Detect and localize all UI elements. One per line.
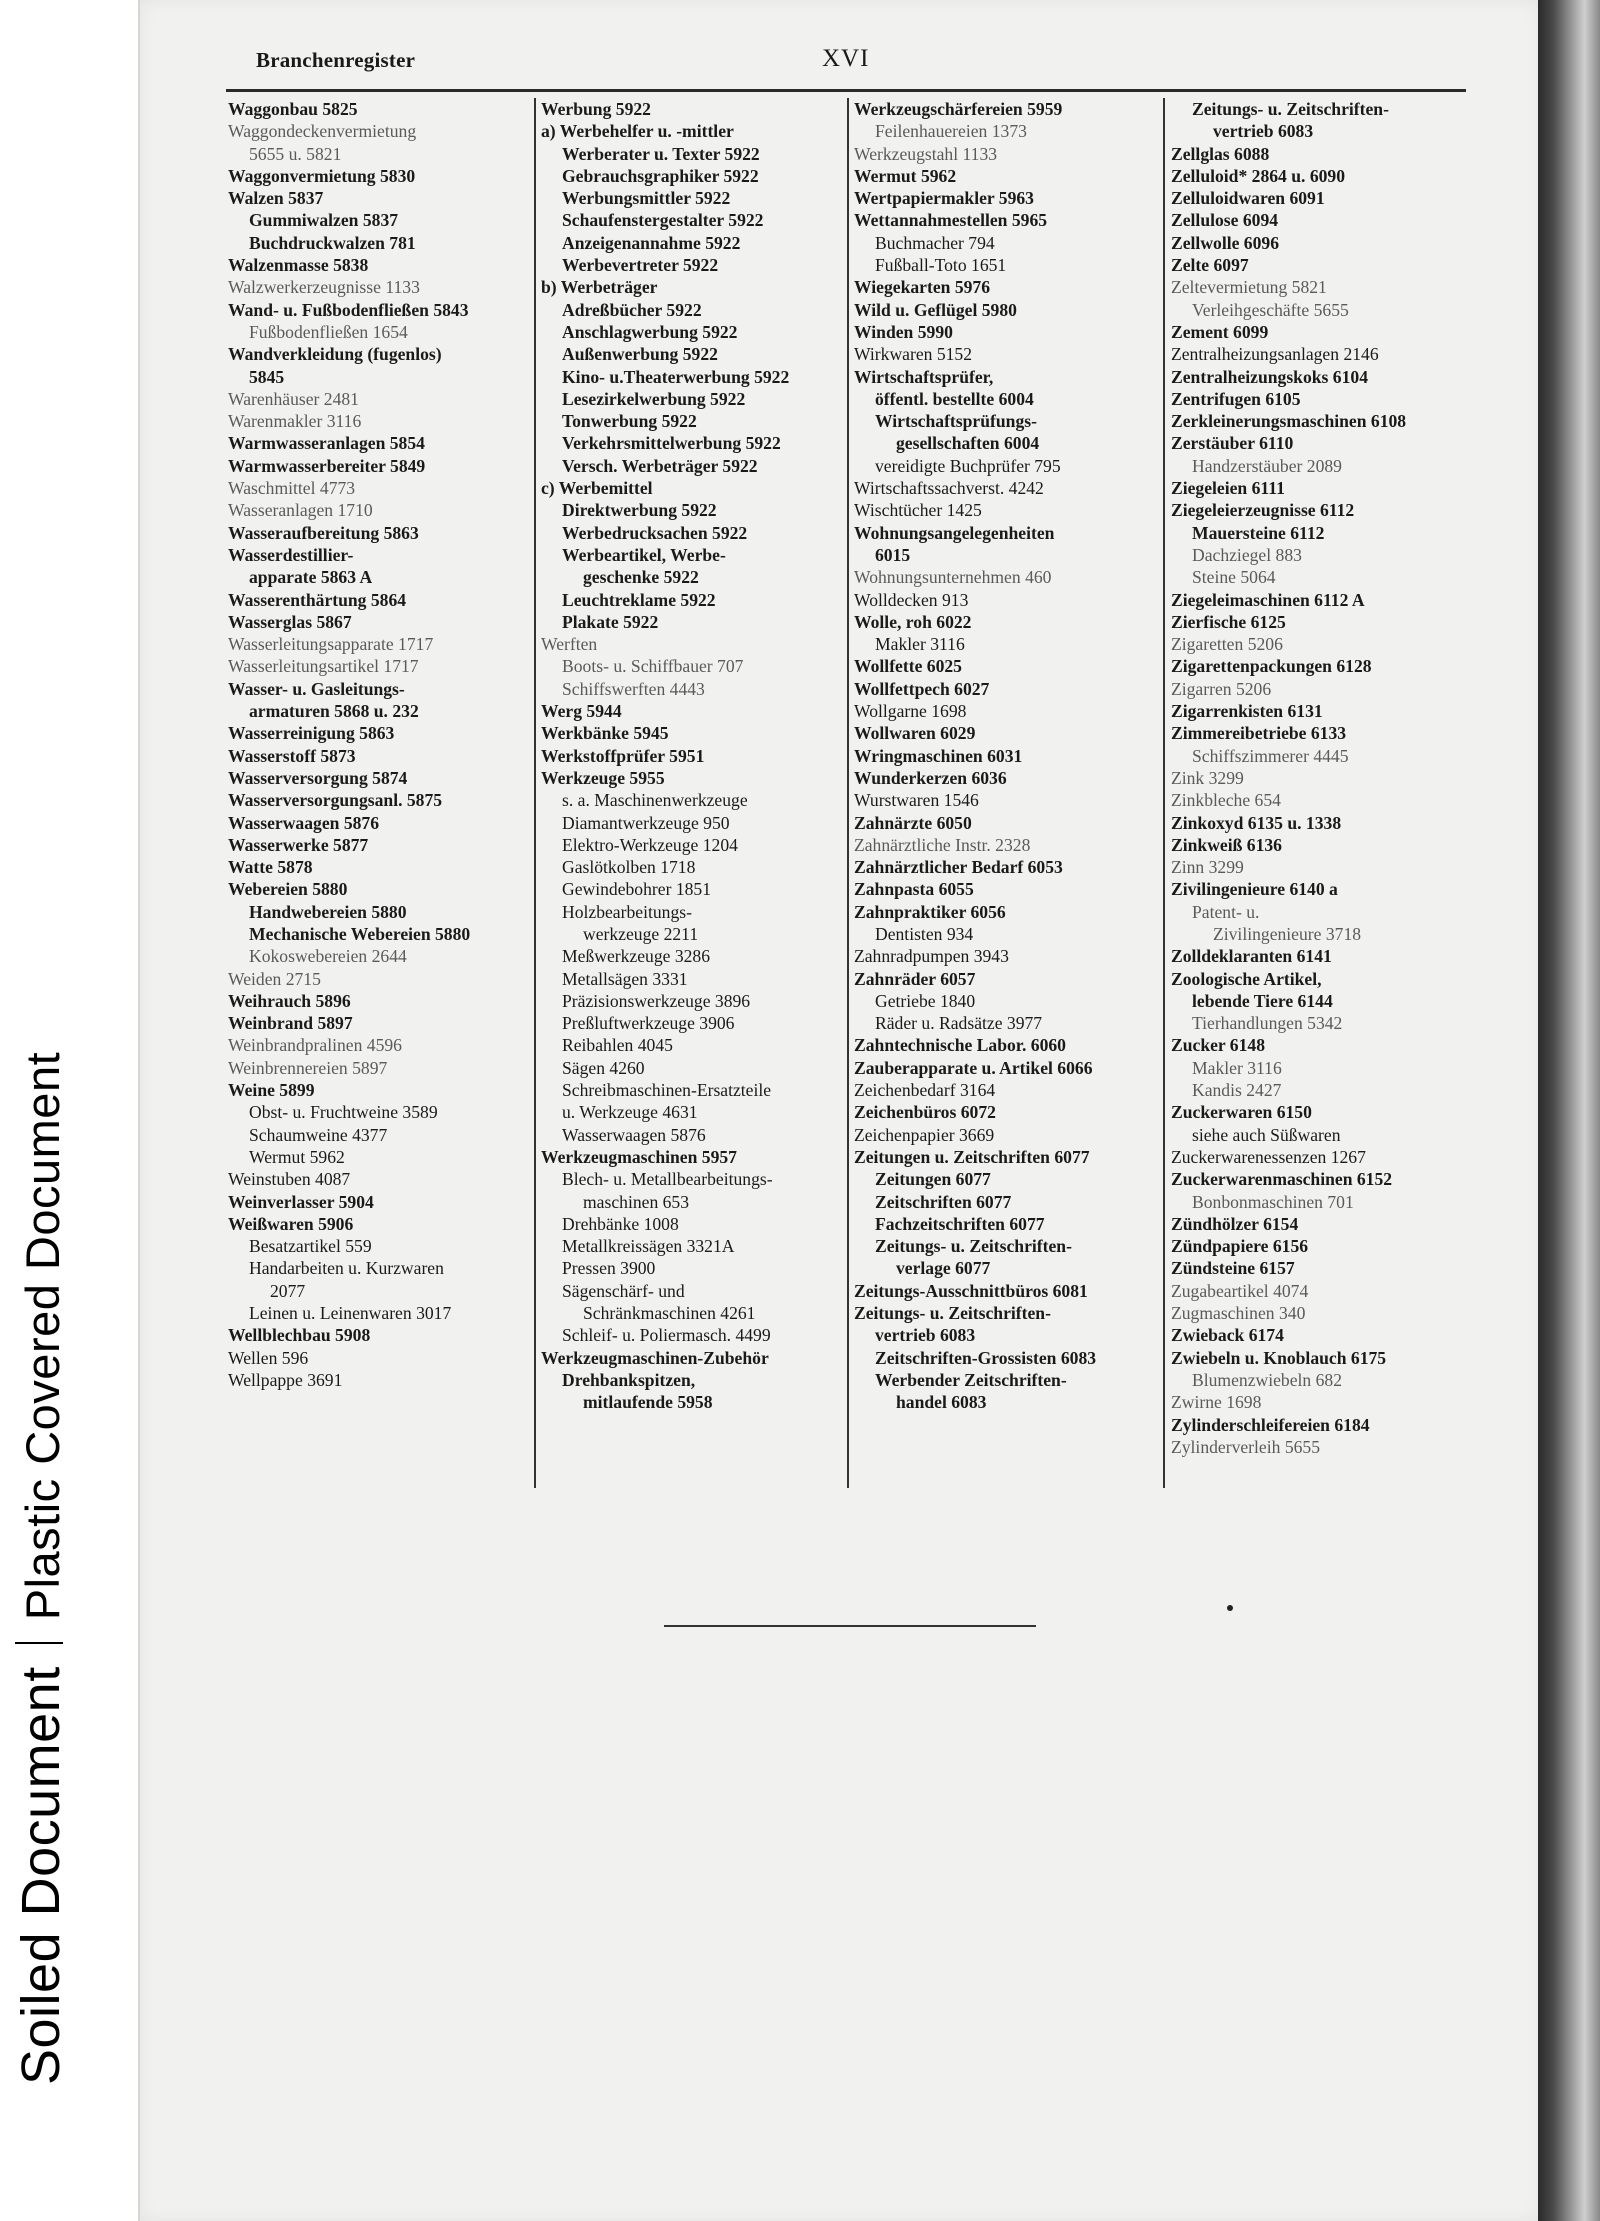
index-entry: Handwebereien 5880: [249, 901, 407, 922]
index-column-4: [1171, 98, 1406, 1458]
index-entry: Zeichenbüros 6072: [854, 1102, 996, 1123]
index-entry: Weiden 2715: [228, 968, 321, 989]
index-entry: Wasseraufbereitung 5863: [228, 522, 419, 543]
index-entry: Walzwerkerzeugnisse 1133: [228, 277, 420, 298]
index-entry: Schränkmaschinen 4261: [583, 1303, 756, 1324]
index-entry: Fußbodenfließen 1654: [249, 321, 408, 342]
index-entry: Zündhölzer 6154: [1171, 1213, 1299, 1234]
index-entry: Präzisionswerkzeuge 3896: [562, 990, 751, 1011]
index-entry: b) Werbeträger: [541, 277, 658, 298]
page-title: Branchenregister: [256, 48, 416, 72]
index-entry: Wollgarne 1698: [854, 701, 967, 722]
index-entry: Zivilingenieure 3718: [1213, 923, 1362, 944]
index-entry: Außenwerbung 5922: [562, 344, 718, 365]
index-entry: Gummiwalzen 5837: [249, 210, 399, 231]
end-rule: [664, 1625, 1036, 1627]
index-entry: Zucker 6148: [1171, 1035, 1265, 1056]
index-entry: 5845: [249, 366, 285, 387]
index-entry: Schleif- u. Poliermasch. 4499: [562, 1325, 771, 1346]
index-entry: Sägenschärf- und: [562, 1280, 685, 1301]
index-entry: c) Werbemittel: [541, 478, 653, 499]
index-entry: Zuckerwarenessenzen 1267: [1171, 1146, 1366, 1167]
index-entry: Wischtücher 1425: [854, 500, 982, 521]
index-entry: Weißwaren 5906: [228, 1213, 354, 1234]
index-entry: Zivilingenieure 6140 a: [1171, 879, 1338, 900]
index-entry: Wellpappe 3691: [228, 1369, 343, 1390]
index-entry: Schiffszimmerer 4445: [1192, 745, 1349, 766]
column-divider: [847, 98, 849, 1488]
index-entry: mitlaufende 5958: [583, 1392, 713, 1413]
index-entry: Wurstwaren 1546: [854, 790, 979, 811]
index-column-2: [541, 98, 789, 1414]
index-entry: s. a. Maschinenwerkzeuge: [562, 790, 748, 811]
index-entry: Wolldecken 913: [854, 589, 969, 610]
index-entry: Feilenhauereien 1373: [875, 121, 1027, 142]
index-entry: Wunderkerzen 6036: [854, 767, 1007, 788]
index-entry: Werkzeugschärfereien 5959: [854, 99, 1063, 119]
index-entry: Zeitschriften 6077: [875, 1191, 1012, 1212]
index-entry: Zahnärztliche Instr. 2328: [854, 834, 1031, 855]
index-entry: Zahnpasta 6055: [854, 879, 974, 900]
index-entry: Gewindebohrer 1851: [562, 879, 712, 900]
index-entry: Adreßbücher 5922: [562, 299, 702, 320]
index-entry: Lesezirkelwerbung 5922: [562, 388, 746, 409]
index-entry: Wild u. Geflügel 5980: [854, 299, 1017, 320]
index-entry: Kandis 2427: [1192, 1080, 1282, 1101]
index-entry: Zellwolle 6096: [1171, 232, 1279, 253]
index-entry: Zuckerwarenmaschinen 6152: [1171, 1169, 1393, 1190]
index-entry: handel 6083: [896, 1392, 987, 1413]
index-entry: Anschlagwerbung 5922: [562, 321, 738, 342]
index-entry: Weinbrennereien 5897: [228, 1057, 388, 1078]
index-entry: siehe auch Süßwaren: [1192, 1124, 1341, 1145]
index-entry: lebende Tiere 6144: [1192, 990, 1333, 1011]
index-entry: Zeitschriften-Grossisten 6083: [875, 1347, 1097, 1368]
index-entry: Buchdruckwalzen 781: [249, 232, 416, 253]
index-entry: maschinen 653: [583, 1191, 690, 1212]
index-entry: Makler 3116: [875, 634, 965, 655]
index-entry: Waschmittel 4773: [228, 478, 356, 499]
index-entry: Zelluloidwaren 6091: [1171, 188, 1325, 209]
index-entry: Wasser- u. Gasleitungs-: [228, 678, 405, 699]
index-entry: Schaumweine 4377: [249, 1124, 388, 1145]
index-entry: Dentisten 934: [875, 923, 974, 944]
index-entry: Wirtschaftsprüfer,: [854, 366, 994, 387]
index-entry: Zeltevermietung 5821: [1171, 277, 1327, 298]
index-entry: Warenhäuser 2481: [228, 388, 359, 409]
column-divider: [1163, 98, 1165, 1488]
index-entry: geschenke 5922: [583, 567, 699, 588]
index-entry: Zahnpraktiker 6056: [854, 901, 1006, 922]
index-entry: Wollwaren 6029: [854, 723, 976, 744]
index-entry: Zeitungs- u. Zeitschriften-: [875, 1236, 1072, 1257]
index-entry: gesellschaften 6004: [896, 433, 1040, 454]
index-entry: Zolldeklaranten 6141: [1171, 946, 1332, 967]
index-entry: Wasseranlagen 1710: [228, 500, 373, 521]
index-entry: Schaufenstergestalter 5922: [562, 210, 764, 231]
index-entry: Zauberapparate u. Artikel 6066: [854, 1057, 1093, 1078]
index-entry: Leinen u. Leinenwaren 3017: [249, 1303, 452, 1324]
index-entry: Werkstoffprüfer 5951: [541, 745, 705, 766]
index-entry: Zugabeartikel 4074: [1171, 1280, 1309, 1301]
index-entry: Zeitungs-Ausschnittbüros 6081: [854, 1280, 1088, 1301]
index-entry: Zahnärzte 6050: [854, 812, 972, 833]
index-entry: vertrieb 6083: [875, 1325, 976, 1346]
index-entry: Anzeigenannahme 5922: [562, 232, 741, 253]
index-entry: Zündsteine 6157: [1171, 1258, 1295, 1279]
index-entry: Elektro-Werkzeuge 1204: [562, 834, 738, 855]
index-entry: Wellen 596: [228, 1347, 309, 1368]
index-entry: Wasserglas 5867: [228, 611, 352, 632]
index-entry: Wasserreinigung 5863: [228, 723, 395, 744]
index-entry: Preßluftwerkzeuge 3906: [562, 1013, 735, 1034]
index-entry: Wasserwaagen 5876: [228, 812, 380, 833]
index-entry: Zigarettenpackungen 6128: [1171, 656, 1372, 677]
index-entry: Kino- u.Theaterwerbung 5922: [562, 366, 790, 387]
index-entry: Plakate 5922: [562, 611, 659, 632]
index-entry: Zinkoxyd 6135 u. 1338: [1171, 812, 1342, 833]
soiled-document-label: Soiled Document: [11, 1666, 71, 2085]
index-entry: Wasserstoff 5873: [228, 745, 356, 766]
index-entry: Wasserversorgungsanl. 5875: [228, 790, 443, 811]
index-entry: u. Werkzeuge 4631: [562, 1102, 698, 1123]
index-entry: Zentrifugen 6105: [1171, 388, 1301, 409]
index-entry: Drehbänke 1008: [562, 1213, 679, 1234]
index-entry: Zahntechnische Labor. 6060: [854, 1035, 1066, 1056]
index-entry: Weinbrandpralinen 4596: [228, 1035, 402, 1056]
index-entry: Bonbonmaschinen 701: [1192, 1191, 1354, 1212]
index-entry: Zahnradpumpen 3943: [854, 946, 1009, 967]
index-entry: Blumenzwiebeln 682: [1192, 1369, 1343, 1390]
index-entry: Wiegekarten 5976: [854, 277, 991, 298]
index-entry: Wohnungsangelegenheiten: [854, 522, 1055, 543]
index-entry: Zimmereibetriebe 6133: [1171, 723, 1347, 744]
index-entry: Wand- u. Fußbodenfließen 5843: [228, 299, 469, 320]
index-entry: Gaslötkolben 1718: [562, 857, 696, 878]
index-entry: Drehbankspitzen,: [562, 1369, 696, 1390]
index-entry: Zinkbleche 654: [1171, 790, 1281, 811]
index-entry: Zugmaschinen 340: [1171, 1303, 1306, 1324]
index-entry: Wolle, roh 6022: [854, 611, 972, 632]
index-entry: Direktwerbung 5922: [562, 500, 717, 521]
index-entry: Zwieback 6174: [1171, 1325, 1284, 1346]
index-entry: Zigarren 5206: [1171, 678, 1272, 699]
index-entry: Zeichenpapier 3669: [854, 1124, 995, 1145]
index-entry: Wasserenthärtung 5864: [228, 589, 407, 610]
index-entry: a) Werbehelfer u. -mittler: [541, 121, 734, 142]
index-entry: Werbeartikel, Werbe-: [562, 544, 726, 565]
index-entry: Weine 5899: [228, 1080, 315, 1101]
column-divider: [534, 98, 536, 1488]
index-entry: Sägen 4260: [562, 1057, 645, 1078]
index-entry: Zellglas 6088: [1171, 143, 1270, 164]
index-entry: Wollfette 6025: [854, 656, 962, 677]
index-entry: Versch. Werbeträger 5922: [562, 455, 758, 476]
index-entry: Schiffswerften 4443: [562, 678, 705, 699]
index-entry: Werkzeugmaschinen 5957: [541, 1146, 737, 1167]
index-entry: Wellblechbau 5908: [228, 1325, 371, 1346]
index-entry: Handzerstäuber 2089: [1192, 455, 1342, 476]
index-entry: Zwirne 1698: [1171, 1392, 1262, 1413]
index-entry: Wermut 5962: [249, 1146, 345, 1167]
index-entry: Walzenmasse 5838: [228, 255, 369, 276]
page-number: XVI: [822, 45, 870, 72]
index-entry: Metallsägen 3331: [562, 968, 688, 989]
index-entry: Wirtschaftssachverst. 4242: [854, 478, 1044, 499]
index-entry: vertrieb 6083: [1213, 121, 1314, 142]
index-entry: Wasserleitungsartikel 1717: [228, 656, 419, 677]
index-entry: Werften: [541, 634, 598, 655]
index-entry: Weinstuben 4087: [228, 1169, 351, 1190]
index-entry: Werkzeuge 5955: [541, 767, 665, 788]
index-entry: Werg 5944: [541, 701, 622, 722]
index-entry: Räder u. Radsätze 3977: [875, 1013, 1043, 1034]
header-rule: [226, 89, 1466, 92]
index-entry: Zeitungs- u. Zeitschriften-: [1192, 99, 1389, 119]
index-entry: Obst- u. Fruchtweine 3589: [249, 1102, 438, 1123]
index-entry: Zierfische 6125: [1171, 611, 1286, 632]
index-entry: Werbender Zeitschriften-: [875, 1369, 1067, 1390]
index-entry: Weinverlasser 5904: [228, 1191, 374, 1212]
index-entry: Werkzeugmaschinen-Zubehör: [541, 1347, 769, 1368]
index-entry: Waggonbau 5825: [228, 99, 358, 119]
index-entry: Besatzartikel 559: [249, 1236, 372, 1257]
index-entry: Werbedrucksachen 5922: [562, 522, 748, 543]
index-entry: Handarbeiten u. Kurzwaren: [249, 1258, 444, 1279]
index-entry: Warmwasseranlagen 5854: [228, 433, 425, 454]
index-entry: Werkbänke 5945: [541, 723, 669, 744]
index-entry: armaturen 5868 u. 232: [249, 701, 419, 722]
index-entry: Zinkweiß 6136: [1171, 834, 1282, 855]
index-entry: Zelluloid* 2864 u. 6090: [1171, 165, 1346, 186]
index-entry: Wertpapiermakler 5963: [854, 188, 1034, 209]
page-edge-shadow: [1538, 0, 1600, 2221]
index-entry: Metallkreissägen 3321A: [562, 1236, 735, 1257]
index-entry: Tonwerbung 5922: [562, 411, 697, 432]
index-entry: Zellulose 6094: [1171, 210, 1279, 231]
plastic-covered-label: Plastic Covered Document: [16, 1051, 69, 1621]
index-entry: Fußball-Toto 1651: [875, 255, 1007, 276]
index-entry: Werkzeugstahl 1133: [854, 143, 998, 164]
index-entry: Zentralheizungskoks 6104: [1171, 366, 1368, 387]
index-entry: Wandverkleidung (fugenlos): [228, 344, 442, 365]
index-entry: Waggonvermietung 5830: [228, 165, 416, 186]
index-entry: Zahnärztlicher Bedarf 6053: [854, 857, 1063, 878]
index-entry: Blech- u. Metallbearbeitungs-: [562, 1169, 773, 1190]
index-entry: Walzen 5837: [228, 188, 324, 209]
index-entry: Zoologische Artikel,: [1171, 968, 1322, 989]
index-entry: Mechanische Webereien 5880: [249, 923, 471, 944]
index-entry: Wermut 5962: [854, 165, 957, 186]
scan-stamp: [10, 85, 72, 2085]
index-entry: Wollfettpech 6027: [854, 678, 990, 699]
index-entry: Zuckerwaren 6150: [1171, 1102, 1312, 1123]
index-entry: Wringmaschinen 6031: [854, 745, 1023, 766]
index-entry: Wirkwaren 5152: [854, 344, 973, 365]
index-entry: Verleihgeschäfte 5655: [1192, 299, 1349, 320]
index-entry: Zeitungs- u. Zeitschriften-: [854, 1303, 1051, 1324]
index-entry: Winden 5990: [854, 321, 953, 342]
index-entry: Fachzeitschriften 6077: [875, 1213, 1045, 1234]
index-entry: Wasserwaagen 5876: [562, 1124, 706, 1145]
index-entry: Zigaretten 5206: [1171, 634, 1283, 655]
index-entry: Weihrauch 5896: [228, 990, 351, 1011]
index-entry: Steine 5064: [1192, 567, 1276, 588]
index-entry: Waggondeckenvermietung: [228, 121, 417, 142]
index-entry: Wirtschaftsprüfungs-: [875, 411, 1037, 432]
index-entry: Pressen 3900: [562, 1258, 656, 1279]
index-entry: Schreibmaschinen-Ersatzteile: [562, 1080, 772, 1101]
index-entry: Meßwerkzeuge 3286: [562, 946, 711, 967]
index-entry: Ziegeleimaschinen 6112 A: [1171, 589, 1365, 610]
index-entry: Zahnräder 6057: [854, 968, 976, 989]
index-entry: 5655 u. 5821: [249, 143, 342, 164]
index-entry: Boots- u. Schiffbauer 707: [562, 656, 744, 677]
index-entry: Zentralheizungsanlagen 2146: [1171, 344, 1379, 365]
index-entry: Wasserversorgung 5874: [228, 767, 408, 788]
index-entry: Leuchtreklame 5922: [562, 589, 716, 610]
index-entry: Getriebe 1840: [875, 990, 976, 1011]
index-entry: Weinbrand 5897: [228, 1013, 353, 1034]
index-entry: apparate 5863 A: [249, 567, 373, 588]
index-entry: Zinn 3299: [1171, 857, 1244, 878]
index-entry: Mauersteine 6112: [1192, 522, 1325, 543]
index-column-1: [228, 98, 470, 1391]
index-entry: Zeitungen u. Zeitschriften 6077: [854, 1146, 1090, 1167]
index-entry: Tierhandlungen 5342: [1192, 1013, 1343, 1034]
index-entry: öffentl. bestellte 6004: [875, 388, 1034, 409]
index-entry: verlage 6077: [896, 1258, 991, 1279]
index-entry: Zeichenbedarf 3164: [854, 1080, 996, 1101]
index-column-3: [854, 98, 1096, 1414]
index-entry: Zylinderschleifereien 6184: [1171, 1414, 1370, 1435]
index-entry: Diamantwerkzeuge 950: [562, 812, 730, 833]
index-entry: 2077: [270, 1280, 306, 1301]
index-entry: Wohnungsunternehmen 460: [854, 567, 1052, 588]
index-entry: Zigarrenkisten 6131: [1171, 701, 1323, 722]
index-entry: Buchmacher 794: [875, 232, 995, 253]
index-entry: Verkehrsmittelwerbung 5922: [562, 433, 781, 454]
index-entry: Wasserdestillier-: [228, 544, 354, 565]
index-entry: Watte 5878: [228, 857, 313, 878]
index-entry: Makler 3116: [1192, 1057, 1282, 1078]
index-entry: Zement 6099: [1171, 321, 1269, 342]
index-entry: Zelte 6097: [1171, 255, 1249, 276]
index-entry: Gebrauchsgraphiker 5922: [562, 165, 759, 186]
index-entry: Holzbearbeitungs-: [562, 901, 692, 922]
index-entry: Reibahlen 4045: [562, 1035, 673, 1056]
index-entry: Wettannahmestellen 5965: [854, 210, 1048, 231]
index-entry: werkzeuge 2211: [583, 923, 699, 944]
index-entry: Kokoswebereien 2644: [249, 946, 407, 967]
index-entry: Werbungsmittler 5922: [562, 188, 731, 209]
index-entry: Werbung 5922: [541, 99, 651, 119]
index-entry: Patent- u.: [1192, 901, 1260, 922]
index-entry: Warmwasserbereiter 5849: [228, 455, 426, 476]
index-entry: Warenmakler 3116: [228, 411, 362, 432]
index-entry: Ziegeleien 6111: [1171, 478, 1285, 499]
index-entry: Zwiebeln u. Knoblauch 6175: [1171, 1347, 1387, 1368]
index-entry: Ziegeleierzeugnisse 6112: [1171, 500, 1355, 521]
index-entry: Dachziegel 883: [1192, 544, 1302, 565]
stamp-divider: [15, 1642, 63, 1644]
index-entry: Zylinderverleih 5655: [1171, 1436, 1321, 1457]
index-entry: Wasserwerke 5877: [228, 834, 369, 855]
index-entry: Webereien 5880: [228, 879, 348, 900]
index-entry: Werberater u. Texter 5922: [562, 143, 760, 164]
index-entry: Zündpapiere 6156: [1171, 1236, 1309, 1257]
index-entry: Zerstäuber 6110: [1171, 433, 1294, 454]
ink-speck: [1227, 1605, 1233, 1611]
index-entry: 6015: [875, 544, 911, 565]
index-entry: Wasserleitungsapparate 1717: [228, 634, 434, 655]
index-entry: Werbevertreter 5922: [562, 255, 719, 276]
index-entry: Zink 3299: [1171, 767, 1244, 788]
index-entry: Zerkleinerungsmaschinen 6108: [1171, 411, 1407, 432]
index-entry: vereidigte Buchprüfer 795: [875, 455, 1061, 476]
index-entry: Zeitungen 6077: [875, 1169, 991, 1190]
